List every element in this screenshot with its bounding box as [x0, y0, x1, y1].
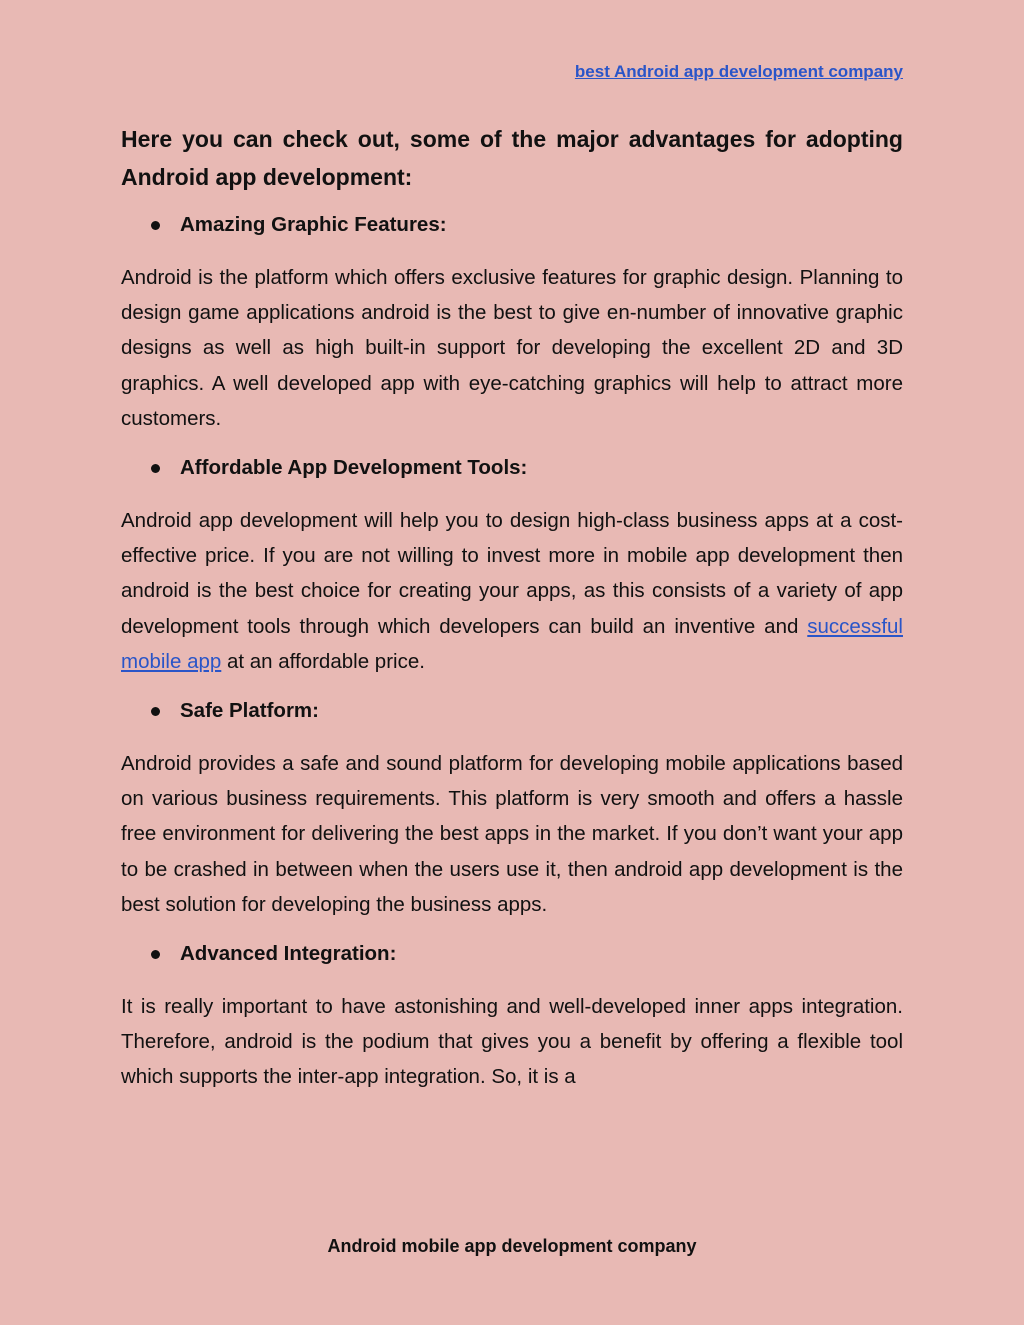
- bullet-dot-icon: [151, 950, 160, 959]
- bullet-safe-platform: [151, 696, 903, 726]
- section-title: Safe Platform:: [180, 699, 319, 723]
- successful-mobile-app-link[interactable]: successful mobile app: [121, 614, 903, 673]
- section-body: Android provides a safe and sound platform for developing mobile applications based on various business requirements. This platform is very smooth and offers a hassle free environment for delivering the best apps in the market. If you don’t want your app to be crashed in between when the users use it, then android app development is the best solution for developing the business apps.: [121, 752, 903, 916]
- bullet-graphic-features: [151, 210, 903, 240]
- section-body-text: at an affordable price.: [221, 649, 425, 673]
- page-footer: Android mobile app development company: [327, 1236, 697, 1256]
- section-body: It is really important to have astonishing and well-developed inner apps integration. Therefore, android is the podium that gives you a benefit by offering a flexible tool which supports the inter-app integration. So, it is a: [121, 995, 903, 1089]
- section-title: Advanced Integration:: [180, 942, 397, 966]
- section-body: Android is the platform which offers exclusive features for graphic design. Planning to design game applications android is the best to give en-number of innovative graphic designs as well as high built-in support for developing the excellent 2D and 3D graphics. A well developed app with eye-catching graphics will help to attract more customers.: [121, 266, 903, 430]
- page-heading: Here you can check out, some of the major advantages for adopting Android app development:: [121, 126, 903, 190]
- section-body-text: Android app development will help you to design high-class business apps at a cost-effective price. If you are not willing to invest more in mobile app development then android is the best choice for creating your apps, as this consists of a variety of app development tools through which developers can build an inventive and: [121, 509, 903, 638]
- main-content: [121, 120, 903, 1112]
- section-title: Amazing Graphic Features:: [180, 213, 447, 236]
- section-title: Affordable App Development Tools:: [180, 456, 528, 480]
- header-link[interactable]: best Android app development company: [574, 62, 903, 81]
- section-body: [121, 503, 903, 679]
- bullet-affordable-tools: [151, 453, 903, 483]
- bullet-dot-icon: [151, 464, 160, 473]
- bullet-advanced-integration: [151, 939, 903, 969]
- bullet-dot-icon: [151, 221, 160, 230]
- bullet-dot-icon: [151, 707, 160, 716]
